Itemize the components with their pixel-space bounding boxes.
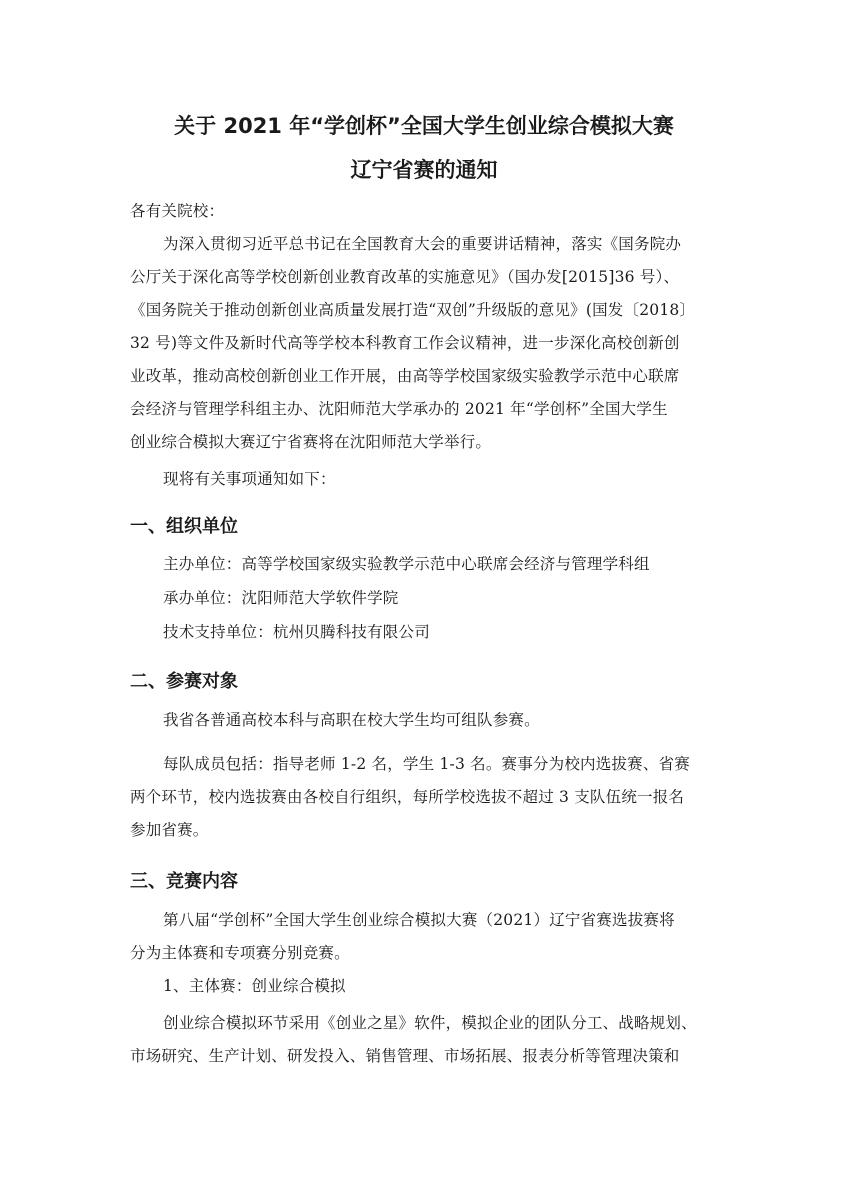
- intro-line: 为深入贯彻习近平总书记在全国教育大会的重要讲话精神，落实《国务院办: [163, 235, 682, 253]
- intro-line: 32 号)等文件及新时代高等学校本科教育工作会议精神，进一步深化高校创新创: [130, 334, 680, 352]
- section-1-heading: 一、组织单位: [130, 516, 238, 537]
- team-rules-line: 参加省赛。: [130, 821, 209, 839]
- salutation: 各有关院校：: [130, 202, 225, 220]
- section-2-heading: 二、参赛对象: [130, 671, 238, 692]
- content-line: 分为主体赛和专项赛分别竞赛。: [130, 944, 350, 962]
- intro-line: 公厅关于深化高等学校创新创业教育改革的实施意见》（国办发[2015]36 号）、: [130, 268, 680, 286]
- notice-line: 现将有关事项通知如下：: [163, 470, 336, 488]
- intro-line: 《国务院关于推动创新创业高质量发展打造“双创”升级版的意见》(国发〔2018〕: [130, 301, 696, 319]
- intro-line: 创业综合模拟大赛辽宁省赛将在沈阳师范大学举行。: [130, 433, 492, 451]
- organizer-item: 主办单位：高等学校国家级实验教学示范中心联席会经济与管理学科组: [163, 555, 650, 573]
- organizer-item: 承办单位：沈阳师范大学软件学院: [163, 589, 399, 607]
- intro-line: 会经济与管理学科组主办、沈阳师范大学承办的 2021 年“学创杯”全国大学生: [130, 400, 668, 418]
- team-rules-line: 每队成员包括：指导老师 1-2 名，学生 1-3 名。赛事分为校内选拔赛、省赛: [163, 755, 690, 773]
- organizer-item: 技术支持单位：杭州贝腾科技有限公司: [163, 623, 430, 641]
- participants-paragraph: 我省各普通高校本科与高职在校大学生均可组队参赛。: [163, 711, 540, 729]
- document-title-line-1: 关于 2021 年“学创杯”全国大学生创业综合模拟大赛: [174, 114, 674, 138]
- team-rules-line: 两个环节，校内选拔赛由各校自行组织，每所学校选拔不超过 3 支队伍统一报名: [130, 788, 685, 806]
- intro-line: 业改革，推动高校创新创业工作开展，由高等学校国家级实验教学示范中心联席: [130, 367, 680, 385]
- main-competition-item: 1、主体赛：创业综合模拟: [163, 977, 346, 995]
- content-line: 创业综合模拟环节采用《创业之星》软件，模拟企业的团队分工、战略规划、: [163, 1014, 697, 1032]
- document-title-line-2: 辽宁省赛的通知: [350, 158, 498, 182]
- content-line: 第八届“学创杯”全国大学生创业综合模拟大赛（2021）辽宁省赛选拔赛将: [163, 911, 675, 929]
- section-3-heading: 三、竞赛内容: [130, 871, 238, 892]
- content-line: 市场研究、生产计划、研发投入、销售管理、市场拓展、报表分析等管理决策和: [130, 1047, 680, 1065]
